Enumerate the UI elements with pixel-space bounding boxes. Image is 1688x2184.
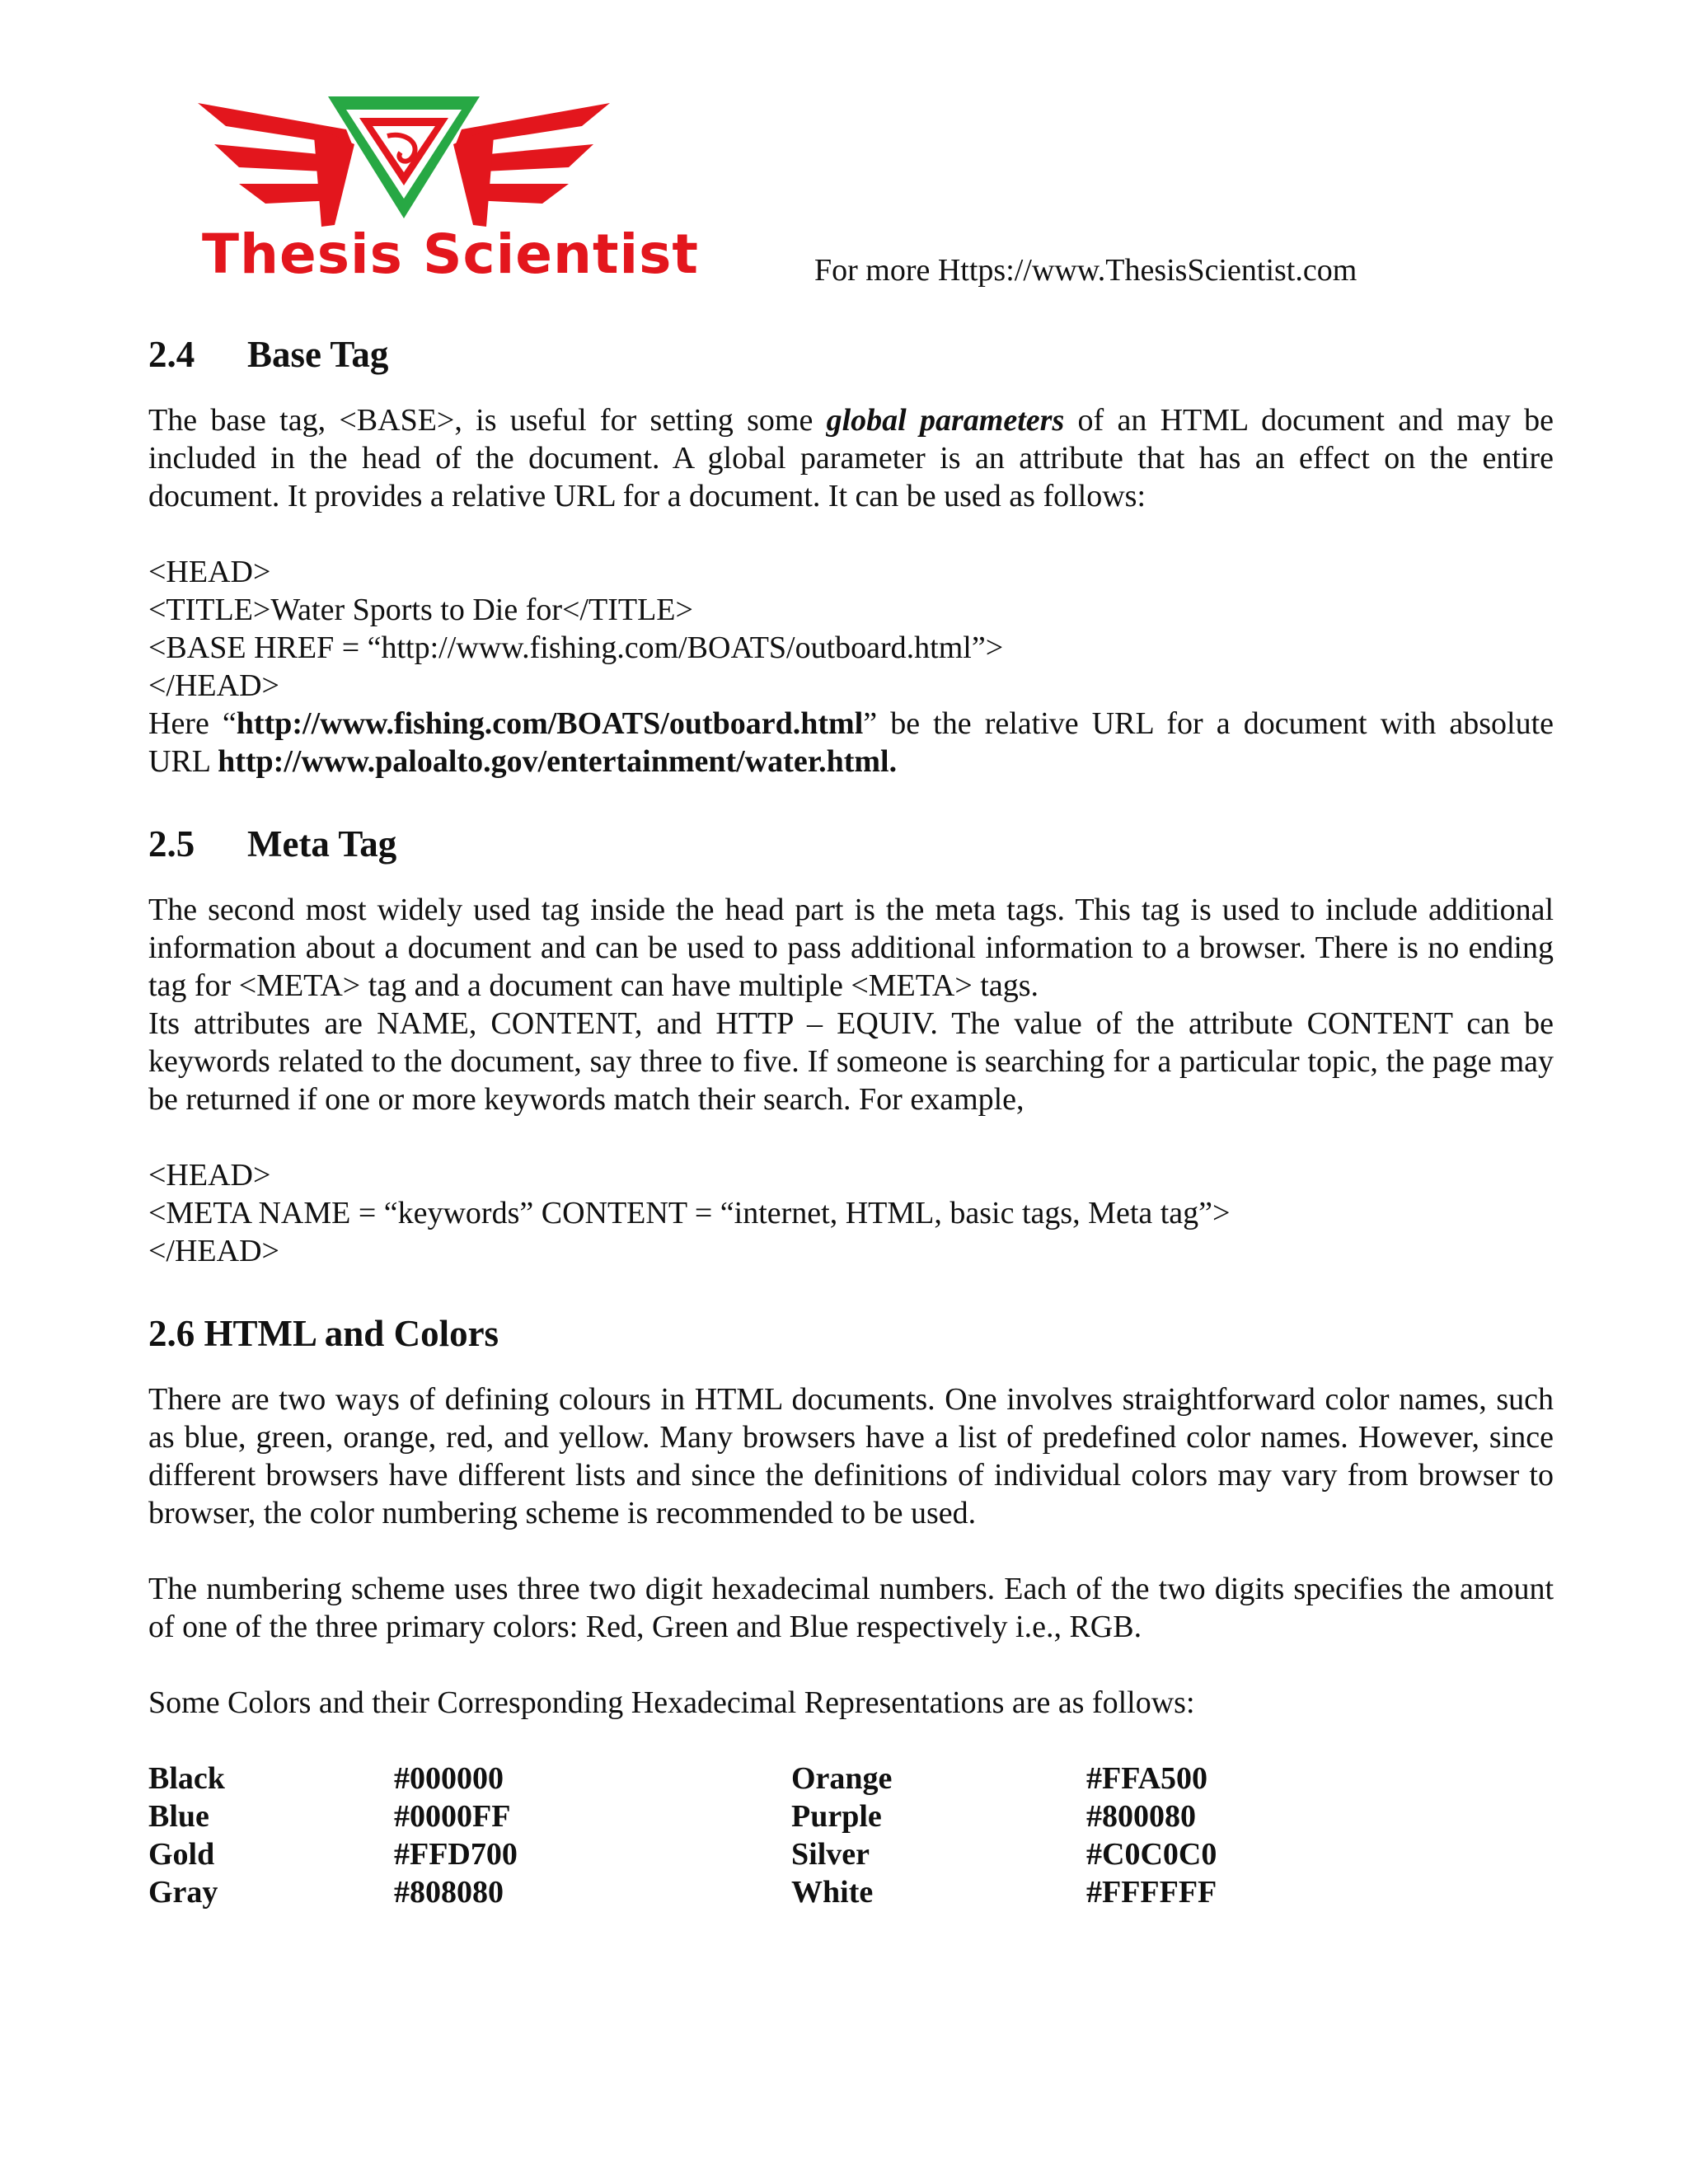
section-heading-html-colors: 2.6 HTML and Colors: [148, 1313, 499, 1354]
meta-tag-paragraph-2: Its attributes are NAME, CONTENT, and HTTP – EQUIV. The value of the attribute CONTENT can be keywords related to the document, say three to five. If someone is searching for a particular topic, the page may be returned if one or more keywords match their search. For example,: [148, 1006, 1554, 1117]
color-name: Black: [148, 1761, 225, 1796]
main-content: [148, 326, 1554, 1911]
color-hex: #800080: [1086, 1799, 1196, 1834]
colors-paragraph-3: Some Colors and their Corresponding Hexadecimal Representations are as follows:: [148, 1685, 1195, 1720]
color-name: White: [791, 1875, 874, 1910]
color-hex: #FFD700: [394, 1837, 518, 1872]
code-line: <HEAD>: [148, 1158, 271, 1193]
ts-triangle-wings-emblem-icon: [190, 87, 618, 227]
site-link[interactable]: For more Https://www.ThesisScientist.com: [814, 253, 1357, 288]
color-name: Silver: [791, 1837, 870, 1872]
color-hex: #FFA500: [1086, 1761, 1208, 1796]
table-row: [148, 1835, 1217, 1873]
color-hex: #808080: [394, 1875, 504, 1910]
base-tag-explanation: [148, 705, 1554, 780]
text-run: Here “: [148, 706, 237, 741]
text-run: ” be the relative URL for a document with absolute URL: [148, 706, 1554, 779]
text-run: of an HTML document and may be included in the head of the document. A global parameter is an attribute that has an effect on the entire document. It provides a relative URL for a document. It can be used as follows:: [148, 403, 1554, 513]
color-name: Purple: [791, 1799, 882, 1834]
color-name: Blue: [148, 1799, 209, 1834]
section-heading-meta-tag: [148, 815, 1554, 873]
text-run: The base tag, <BASE>, is useful for setting some: [148, 403, 827, 438]
code-line: <TITLE>Water Sports to Die for</TITLE>: [148, 593, 693, 627]
section-number: 2.5: [148, 823, 195, 865]
color-name: Orange: [791, 1761, 893, 1796]
colors-paragraph-2: The numbering scheme uses three two digit hexadecimal numbers. Each of the two digits specifies the amount of one of the three primary colors: Red, Green and Blue respectively i.e., RGB.: [148, 1572, 1554, 1644]
color-name: Gold: [148, 1837, 215, 1872]
color-hex: #0000FF: [394, 1799, 511, 1834]
color-hex: #C0C0C0: [1086, 1837, 1217, 1872]
code-line: <BASE HREF = “http://www.fishing.com/BOATS/outboard.html”>: [148, 630, 1004, 665]
section-title: Meta Tag: [247, 823, 397, 865]
color-name: Gray: [148, 1875, 218, 1910]
emphasis-text: global parameters: [826, 403, 1065, 438]
base-tag-paragraph: [148, 401, 1554, 515]
table-row: [148, 1797, 1217, 1835]
bold-url: http://www.paloalto.gov/entertainment/water.html.: [218, 744, 898, 779]
section-title: Base Tag: [247, 334, 389, 375]
table-row: [148, 1760, 1217, 1797]
meta-tag-paragraph-1: The second most widely used tag inside the head part is the meta tags. This tag is used to include additional information about a document and can be used to pass additional information to a browser. There is no ending tag for <META> tag and a document can have multiple <META> tags.: [148, 893, 1554, 1003]
section-heading-base-tag: [148, 326, 1554, 383]
color-hex-table: [148, 1760, 1217, 1911]
colors-paragraph-1: There are two ways of defining colours in HTML documents. One involves straightforward color names, such as blue, green, orange, red, and yellow. Many browsers have a list of predefined color names. However, since different browsers have different lists and since the definitions of individual colors may vary from browser to browser, the color numbering scheme is recommended to be used.: [148, 1382, 1554, 1530]
bold-url: http://www.fishing.com/BOATS/outboard.html: [236, 706, 864, 741]
code-line: <HEAD>: [148, 555, 271, 589]
color-hex: #000000: [394, 1761, 504, 1796]
thesis-scientist-logo: [190, 87, 699, 297]
code-line: <META NAME = “keywords” CONTENT = “internet, HTML, basic tags, Meta tag”>: [148, 1196, 1231, 1230]
code-line: </HEAD>: [148, 668, 279, 703]
color-hex: #FFFFFF: [1086, 1875, 1217, 1910]
table-row: [148, 1873, 1217, 1911]
section-number: 2.4: [148, 334, 195, 375]
logo-wordmark: Thesis Scientist: [202, 223, 699, 286]
code-line: </HEAD>: [148, 1234, 279, 1268]
